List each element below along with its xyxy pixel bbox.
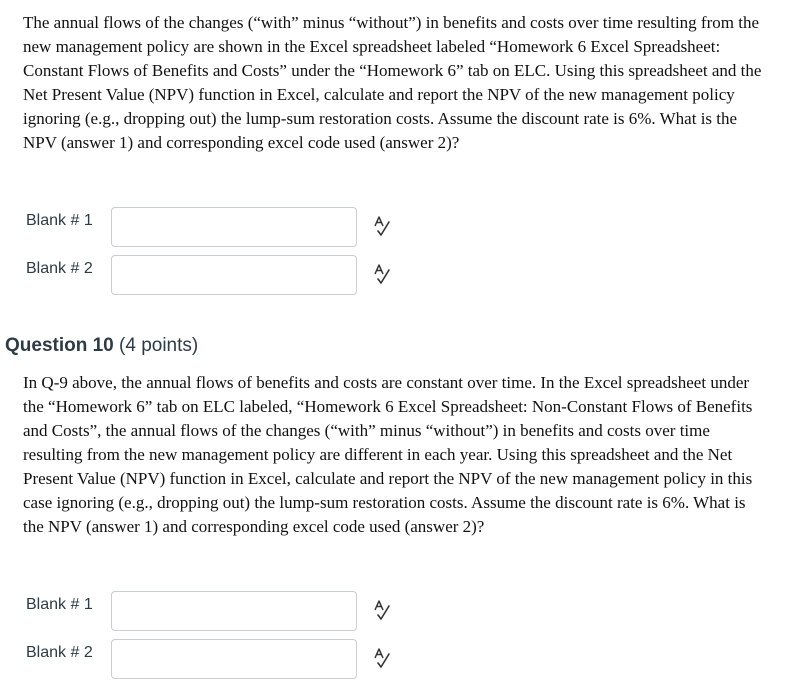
question-9-text: The annual flows of the changes (“with” minus “without”) in benefits and costs over time resulting from the new management policy are shown in the Excel spreadsheet labeled “Homework 6 Excel Spreadsheet: Constant Flows of Benefits and Costs” under the “Homework 6” tab on ELC. Using this spreadsheet and the Net Present Value (NPV) function in Excel, calculate and report the NPV of the new management policy ignoring (e.g., dropping out) the lump-sum restoration costs. Assume the discount rate is 6%. What is the NPV (answer 1) and corresponding excel code used (answer 2)?	[23, 13, 762, 152]
q10-blank-2-input[interactable]	[111, 639, 357, 679]
question-10-text: In Q-9 above, the annual flows of benefits and costs are constant over time. In the Excel spreadsheet under the “Homework 6” tab on ELC labeled, “Homework 6 Excel Spreadsheet: Non-Constant Flows of Benefits and Costs”, the annual flows of the changes (“with” minus “without”) in benefits and costs over time resulting from the new management policy are different in each year. Using this spreadsheet and the Net Present Value (NPV) function in Excel, calculate and report the NPV of the new management policy in this case ignoring (e.g., dropping out) the lump-sum restoration costs. Assume the discount rate is 6%. What is the NPV (answer 1) and corresponding excel code used (answer 2)?	[23, 373, 753, 536]
spell-check-icon[interactable]	[372, 648, 392, 670]
q9-blank-1-input[interactable]	[111, 207, 357, 247]
q10-blank-1-input[interactable]	[111, 591, 357, 631]
spell-check-icon[interactable]	[372, 600, 392, 622]
spell-check-icon[interactable]	[372, 216, 392, 238]
question-10-points: (4 points)	[119, 335, 199, 356]
question-10-title: Question 10	[5, 335, 114, 356]
q9-blank-1-row	[23, 207, 443, 249]
question-10-heading	[5, 333, 198, 359]
q10-blank-2-row	[23, 639, 443, 681]
q9-blank-1-label: Blank # 1	[26, 212, 93, 229]
q9-blank-2-input[interactable]	[111, 255, 357, 295]
q10-blank-1-row	[23, 591, 443, 633]
q9-blank-2-label: Blank # 2	[26, 260, 93, 277]
q10-blank-2-label: Blank # 2	[26, 644, 93, 661]
q10-blank-1-label: Blank # 1	[26, 596, 93, 613]
q9-blank-2-row	[23, 255, 443, 297]
spell-check-icon[interactable]	[372, 264, 392, 286]
